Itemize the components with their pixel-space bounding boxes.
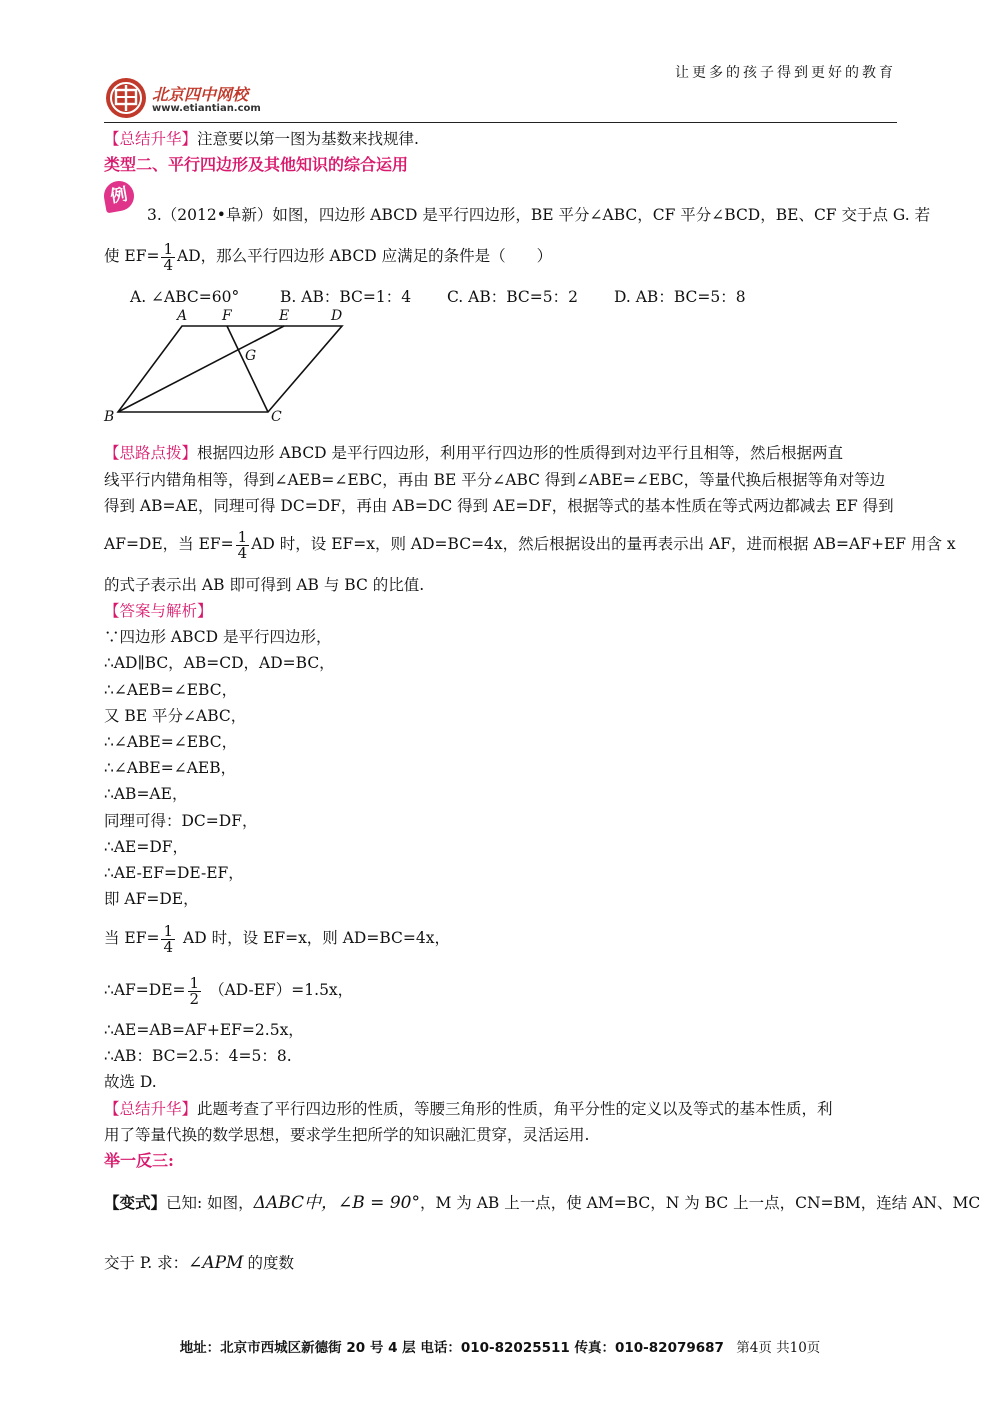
fraction-one-quarter: $\frac{1}{4}$ (237, 527, 248, 562)
option-c: C. AB：BC=5：2 (447, 288, 578, 306)
summary-2-line-1: 【总结升华】此题考查了平行四边形的性质，等腰三角形的性质，角平分性的定义以及等式的基本性质，利 (104, 1100, 833, 1118)
section-title: 类型二、平行四边形及其他知识的综合运用 (104, 155, 409, 174)
logo-emblem-icon (104, 76, 148, 120)
answer-tag: 【答案与解析】 (104, 602, 213, 620)
example-badge: 例 (102, 179, 137, 214)
answer-step: ∴AE-EF=DE-EF， (104, 864, 244, 882)
practice-line-1: 【变式】已知: 如图，ΔABC中，∠B = 90°，M 为 AB 上一点，使 AM=BC，N 为 BC 上一点，CN=BM，连结 AN、MC (104, 1193, 981, 1213)
math-angle-apm: ∠APM (188, 1253, 244, 1273)
segment-be (118, 326, 284, 412)
thinking-line-2: 线平行内错角相等，得到∠AEB=∠EBC，再由 BE 平分∠ABC 得到∠ABE=∠EBC，等量代换后根据等角对等边 (104, 471, 886, 489)
summary-text: 注意要以第一图为基数来找规律. (197, 130, 419, 148)
answer-af: ∴AF=DE= $\frac{1}{2}$ （AD-EF）=1.5x， (104, 973, 354, 1008)
summary-1 (104, 129, 419, 149)
fraction-one-half: $\frac{1}{2}$ (189, 973, 200, 1008)
summary-tag: 【总结升华】 (104, 130, 198, 148)
answer-step: ∴∠ABE=∠EBC， (104, 733, 238, 751)
fraction-one-quarter: $\frac{1}{4}$ (163, 239, 174, 274)
answer-step: ∴AD∥BC，AB=CD，AD=BC， (104, 654, 335, 672)
thinking-line-4: AF=DE，当 EF= $\frac{1}{4}$ AD 时，设 EF=x，则 AD=BC=4x，然后根据设出的量再表示出 AF，进而根据 AB=AF+EF 用含 x (104, 527, 956, 562)
question-line-1: 3.（2012•阜新）如图，四边形 ABCD 是平行四边形，BE 平分∠ABC，CF 平分∠BCD，BE、CF 交于点 G. 若 (147, 206, 931, 224)
label-f: F (222, 308, 232, 324)
thinking-line-3: 得到 AB=AE，同理可得 DC=DF，再由 AB=DC 得到 AE=DF，根据等式的基本性质在等式两边都减去 EF 得到 (104, 497, 894, 515)
footer (0, 1336, 1000, 1356)
option-d: D. AB：BC=5：8 (614, 288, 746, 306)
logo-url: www.etiantian.com (152, 103, 261, 114)
option-a: A. ∠ABC=60° (130, 288, 240, 306)
label-g: G (245, 348, 257, 364)
summary-2-line-2: 用了等量代换的数学思想，要求学生把所学的知识融汇贯穿，灵活运用. (104, 1126, 590, 1144)
answer-when: 当 EF= $\frac{1}{4}$ AD 时，设 EF=x，则 AD=BC=4x， (104, 921, 450, 956)
answer-step: ∵四边形 ABCD 是平行四边形， (104, 628, 332, 646)
header-slogan: 让更多的孩子得到更好的教育 (675, 65, 896, 81)
label-d: D (331, 308, 343, 324)
answer-step: ∴AB=AE， (104, 785, 188, 803)
math-triangle-abc: ΔABC中，∠B = 90° (253, 1193, 420, 1213)
answer-step: ∴∠AEB=∠EBC， (104, 681, 238, 699)
answer-step: ∴AE=AB=AF+EF=2.5x， (104, 1021, 304, 1039)
label-b: B (104, 409, 115, 425)
footer-page: 第4页 共10页 (736, 1340, 821, 1356)
fraction-one-quarter: $\frac{1}{4}$ (163, 921, 174, 956)
answer-step: 即 AF=DE， (104, 890, 199, 908)
label-c: C (271, 409, 282, 425)
answer-step: ∴∠ABE=∠AEB， (104, 759, 237, 777)
answer-step: 故选 D. (104, 1073, 157, 1091)
parallelogram-figure (100, 306, 360, 426)
answer-step: 又 BE 平分∠ABC， (104, 707, 247, 725)
practice-title: 举一反三: (104, 1151, 174, 1170)
logo-name: 北京四中网校 (152, 85, 249, 104)
thinking-line-5: 的式子表示出 AB 即可得到 AB 与 BC 的比值. (104, 576, 425, 594)
footer-address: 地址：北京市西城区新德街 20 号 4 层 电话：010-82025511 传真：010-82079687 (179, 1340, 724, 1356)
segment-cf (227, 326, 268, 412)
answer-step: ∴AE=DF， (104, 838, 189, 856)
answer-step: ∴AB：BC=2.5：4=5：8. (104, 1047, 292, 1065)
header-rule (104, 122, 897, 123)
parallelogram-abcd (118, 326, 342, 412)
option-b: B. AB：BC=1：4 (280, 288, 412, 306)
thinking-line-1: 【思路点拨】根据四边形 ABCD 是平行四边形，利用平行四边形的性质得到对边平行且相等，然后根据两直 (104, 444, 844, 462)
label-e: E (279, 308, 290, 324)
question-line-2: 使 EF= $\frac{1}{4}$ AD，那么平行四边形 ABCD 应满足的条件是（ ） (104, 239, 553, 274)
label-a: A (177, 308, 188, 324)
answer-step: 同理可得：DC=DF， (104, 812, 258, 830)
practice-line-2: 交于 P. 求：∠APM 的度数 (104, 1253, 294, 1273)
logo (104, 76, 284, 120)
